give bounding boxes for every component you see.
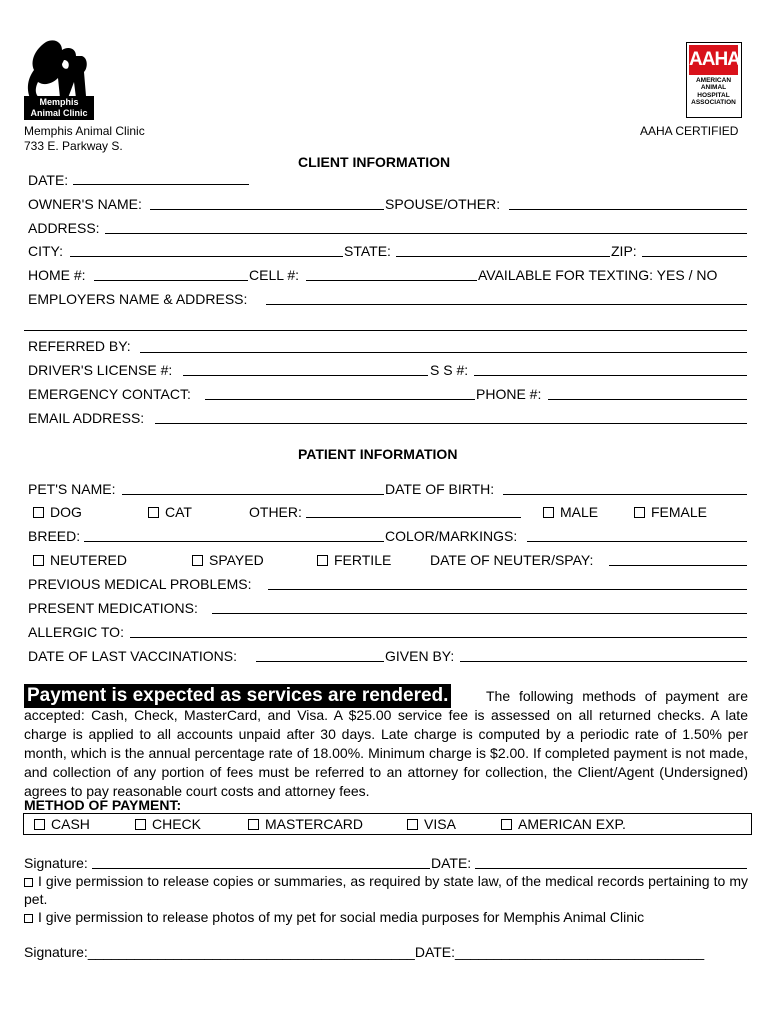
ss-field[interactable] — [474, 375, 747, 376]
texting-label[interactable]: AVAILABLE FOR TEXTING: YES / NO — [478, 267, 718, 283]
clinic-logo — [24, 38, 94, 120]
allergic-label: ALLERGIC TO: — [28, 624, 124, 640]
checkbox-icon — [24, 878, 33, 887]
given-by-field[interactable] — [460, 661, 747, 662]
pet-name-field[interactable] — [122, 494, 384, 495]
payment-banner: Payment is expected as services are rendered. — [24, 684, 451, 708]
present-meds-field[interactable] — [212, 613, 747, 614]
spouse-field[interactable] — [509, 209, 747, 210]
dob-field[interactable] — [503, 494, 747, 495]
permission-records[interactable]: I give permission to release copies or summaries, as required by state law, of the medical records pertaining to my pet. — [24, 873, 748, 907]
home-phone-label: HOME #: — [28, 267, 86, 283]
signature-label-1: Signature: — [24, 855, 88, 871]
clinic-logo-text: Memphis Animal Clinic — [24, 96, 94, 120]
date-label: DATE: — [28, 172, 69, 188]
emergency-label: EMERGENCY CONTACT: — [28, 386, 191, 402]
email-field[interactable] — [155, 423, 747, 424]
check-checkbox[interactable]: CHECK — [135, 816, 201, 832]
emergency-field[interactable] — [205, 399, 475, 400]
checkbox-icon — [543, 507, 554, 518]
cell-phone-label: CELL #: — [249, 267, 300, 283]
spayed-checkbox[interactable]: SPAYED — [192, 552, 264, 568]
checkbox-icon — [317, 555, 328, 566]
method-of-payment-title: METHOD OF PAYMENT: — [24, 797, 182, 813]
signature-field-1[interactable] — [92, 868, 430, 869]
checkbox-icon — [33, 507, 44, 518]
date-label-1: DATE: — [431, 855, 472, 871]
other-label: OTHER: — [249, 504, 302, 520]
ss-label: S S #: — [430, 362, 469, 378]
vaccinations-field[interactable] — [256, 661, 384, 662]
email-label: EMAIL ADDRESS: — [28, 410, 145, 426]
male-checkbox[interactable]: MALE — [543, 504, 598, 520]
address-label: ADDRESS: — [28, 220, 100, 236]
phone-field[interactable] — [548, 399, 747, 400]
amex-checkbox[interactable]: AMERICAN EXP. — [501, 816, 626, 832]
fertile-checkbox[interactable]: FERTILE — [317, 552, 391, 568]
payment-paragraph: The following methods of payment are accepted: Cash, Check, MasterCard, and Visa. A $25.00 service fee is assessed on all returned checks. A late charge is applied to all accounts unpaid after 30 days. Late charge is computed by a periodic rate of 1.50% per month, which is the annual percentage rate of 18.00%. Minimum charge is $2.00. If completed payment is not made, and collection of any portion of fees must be referred to an attorney for collection, the Client/Agent (Undersigned) agrees to pay reasonable court costs and attorney fees. — [24, 688, 748, 799]
license-field[interactable] — [183, 375, 428, 376]
payment-methods-box — [23, 813, 752, 835]
breed-label: BREED: — [28, 528, 81, 544]
neuter-date-field[interactable] — [609, 565, 747, 566]
aaha-certified: AAHA CERTIFIED — [640, 124, 739, 138]
signature-line-2[interactable]: Signature:__________________________________________DATE:________________________________ — [24, 944, 705, 960]
zip-label: ZIP: — [611, 243, 637, 259]
city-label: CITY: — [28, 243, 64, 259]
color-field[interactable] — [527, 541, 747, 542]
checkbox-icon — [148, 507, 159, 518]
state-label: STATE: — [344, 243, 391, 259]
checkbox-icon — [24, 914, 33, 923]
cash-checkbox[interactable]: CASH — [34, 816, 90, 832]
checkbox-icon — [135, 819, 146, 830]
phone-label: PHONE #: — [476, 386, 542, 402]
mastercard-checkbox[interactable]: MASTERCARD — [248, 816, 363, 832]
other-field[interactable] — [306, 517, 521, 518]
date-field[interactable] — [73, 184, 249, 185]
breed-field[interactable] — [84, 541, 384, 542]
neutered-checkbox[interactable]: NEUTERED — [33, 552, 127, 568]
allergic-field[interactable] — [130, 637, 747, 638]
employer-label: EMPLOYERS NAME & ADDRESS: — [28, 291, 248, 307]
present-meds-label: PRESENT MEDICATIONS: — [28, 600, 198, 616]
aaha-logo — [686, 42, 742, 118]
city-field[interactable] — [70, 256, 343, 257]
vaccinations-label: DATE OF LAST VACCINATIONS: — [28, 648, 237, 664]
employer-field-line2[interactable] — [24, 330, 747, 331]
owners-name-label: OWNER'S NAME: — [28, 196, 142, 212]
color-label: COLOR/MARKINGS: — [385, 528, 518, 544]
aaha-logo-words: AMERICAN ANIMAL HOSPITAL ASSOCIATION — [691, 77, 736, 106]
aaha-logo-acronym: AAHA — [689, 45, 738, 75]
neuter-date-label: DATE OF NEUTER/SPAY: — [430, 552, 594, 568]
prev-medical-field[interactable] — [268, 589, 747, 590]
pet-name-label: PET'S NAME: — [28, 481, 116, 497]
female-checkbox[interactable]: FEMALE — [634, 504, 707, 520]
address-field[interactable] — [105, 233, 747, 234]
visa-checkbox[interactable]: VISA — [407, 816, 456, 832]
license-label: DRIVER'S LICENSE #: — [28, 362, 173, 378]
checkbox-icon — [248, 819, 259, 830]
state-field[interactable] — [396, 256, 610, 257]
cat-checkbox[interactable]: CAT — [148, 504, 192, 520]
prev-medical-label: PREVIOUS MEDICAL PROBLEMS: — [28, 576, 252, 592]
checkbox-icon — [407, 819, 418, 830]
cell-phone-field[interactable] — [306, 280, 477, 281]
referred-field[interactable] — [140, 352, 747, 353]
patient-info-title: PATIENT INFORMATION — [298, 446, 458, 462]
dob-label: DATE OF BIRTH: — [385, 481, 495, 497]
employer-field[interactable] — [266, 304, 747, 305]
checkbox-icon — [501, 819, 512, 830]
given-by-label: GIVEN BY: — [385, 648, 455, 664]
clinic-address: 733 E. Parkway S. — [24, 139, 123, 153]
owners-name-field[interactable] — [150, 209, 384, 210]
client-info-title: CLIENT INFORMATION — [298, 154, 451, 170]
spouse-label: SPOUSE/OTHER: — [385, 196, 501, 212]
clinic-name: Memphis Animal Clinic — [24, 124, 145, 138]
dog-checkbox[interactable]: DOG — [33, 504, 82, 520]
date-field-1[interactable] — [475, 868, 747, 869]
referred-label: REFERRED BY: — [28, 338, 131, 354]
home-phone-field[interactable] — [94, 280, 248, 281]
checkbox-icon — [34, 819, 45, 830]
zip-field[interactable] — [642, 256, 747, 257]
permission-photos[interactable]: I give permission to release photos of my pet for social media purposes for Memphis Animal Clinic — [24, 908, 748, 926]
checkbox-icon — [192, 555, 203, 566]
checkbox-icon — [33, 555, 44, 566]
checkbox-icon — [634, 507, 645, 518]
